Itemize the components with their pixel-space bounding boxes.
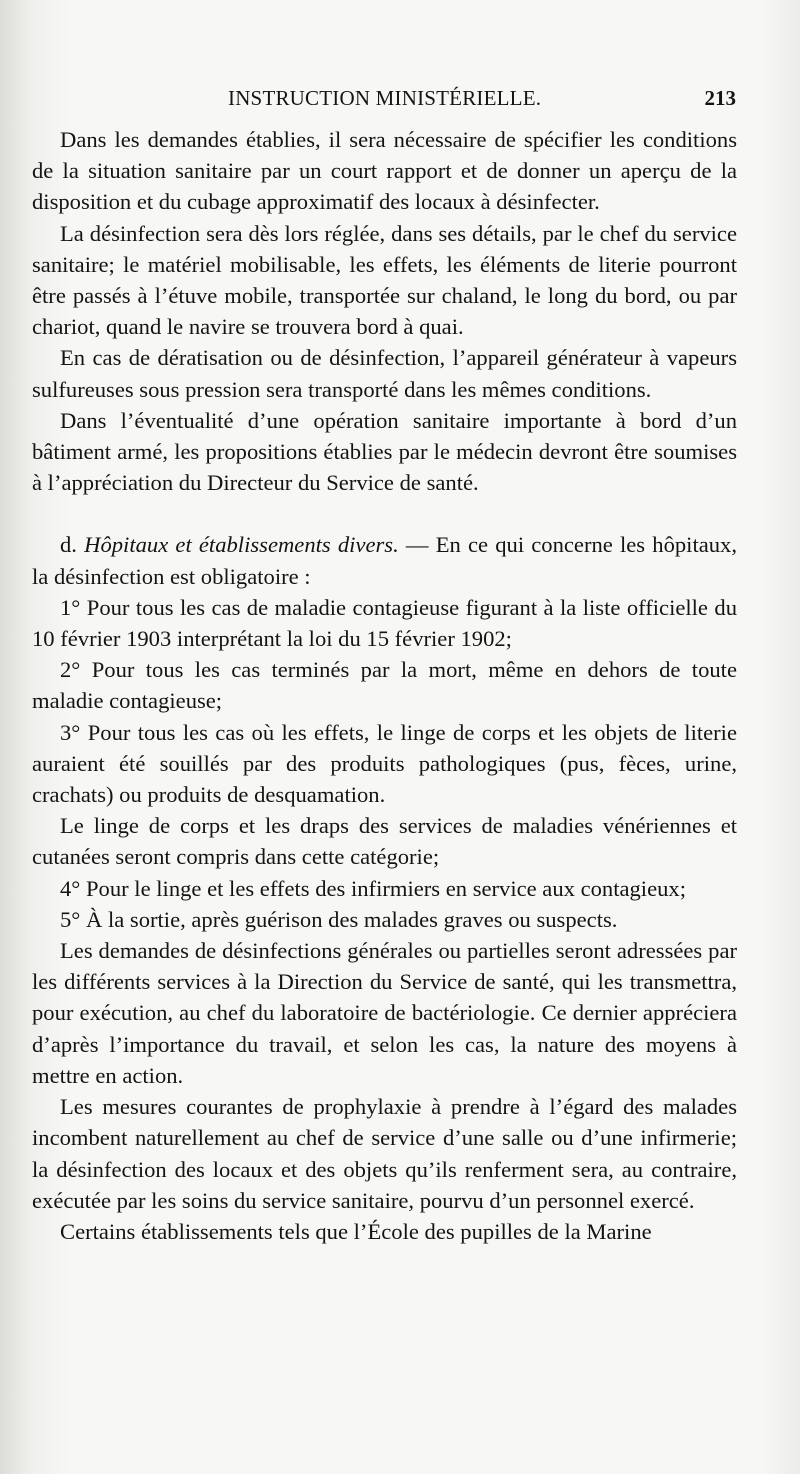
paragraph: Certains établissements tels que l’École des pupilles de la Marine [60,1218,652,1244]
list-item: 2° Pour tous les cas terminés par la mort, même en dehors de toute maladie contagieuse; [32,657,737,714]
section-d-paragraph [32,529,737,591]
list-item-note: Le linge de corps et les draps des services de maladies vénériennes et cutanées seront compris dans cette catégorie; [32,813,737,870]
list-item: 4° Pour le linge et les effets des infirmiers en service aux contagieux; [60,875,686,901]
paragraph: Dans les demandes établies, il sera nécessaire de spécifier les conditions de la situation sanitaire par un court rapport et de donner un aperçu de la disposition et du cubage approximatif des locaux à désinfecter. [32,127,737,215]
section-intro: — En ce qui concerne les hôpitaux, la désinfection est obligatoire : [32,532,737,589]
running-head: INSTRUCTION MINISTÉRIELLE. [228,86,542,110]
paragraph: La désinfection sera dès lors réglée, dans ses détails, par le chef du service sanitaire; le matériel mobilisable, les effets, les éléments de literie pourront être passés à l’étuve mobile, transportée sur chaland, le long du bord, ou par chariot, quand le navire se trouvera bord à quai. [32,220,737,340]
page-body [32,124,737,1247]
paragraph: Les demandes de désinfections générales ou partielles seront adressées par les différents services à la Direction du Service de santé, qui les transmettra, pour exécution, au chef du laboratoire de bactériologie. Ce dernier appréciera d’après l’importance du travail, et selon les cas, la nature des moyens à mettre en action. [32,938,737,1088]
page-header [60,86,740,116]
section-title: Hôpitaux et établissements divers. [84,532,399,558]
paragraph: Les mesures courantes de prophylaxie à prendre à l’égard des malades incombent naturellement au chef de service d’une salle ou d’une infirmerie; la désinfection des locaux et des objets qu’ils renferment sera, au contraire, exécutée par les soins du service sanitaire, pourvu d’un personnel exercé. [32,1094,737,1213]
page-number: 213 [704,86,736,110]
paragraph: Dans l’éventualité d’une opération sanitaire importante à bord d’un bâtiment armé, les propositions établies par le médecin devront être soumises à l’appréciation du Directeur du Service de santé. [32,407,737,496]
list-item: 3° Pour tous les cas où les effets, le linge de corps et les objets de literie auraient été souillés par des produits pathologiques (pus, fèces, urine, crachats) ou produits de desquamation. [32,719,737,808]
section-prefix: d. [60,532,77,558]
list-item: 5° À la sortie, après guérison des malades graves ou suspects. [60,906,618,932]
list-item: 1° Pour tous les cas de maladie contagieuse figurant à la liste officielle du 10 février 1903 interprétant la loi du 15 février 1902; [32,594,737,652]
paragraph: En cas de dératisation ou de désinfection, l’appareil générateur à vapeurs sulfureuses sous pression sera transporté dans les mêmes conditions. [32,345,737,402]
